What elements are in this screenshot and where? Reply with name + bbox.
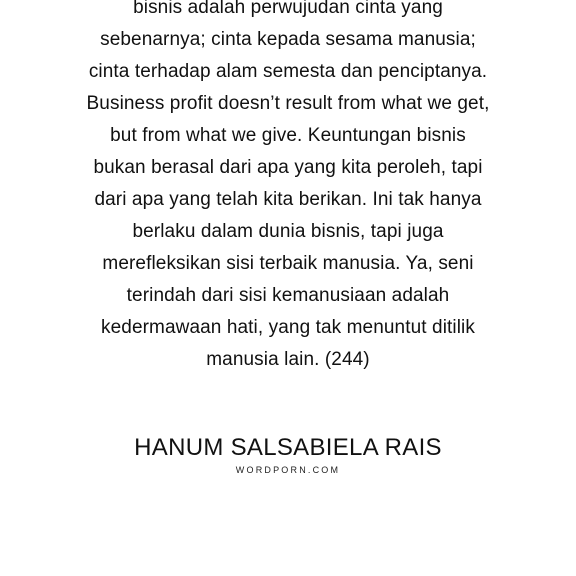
quote-line: Business profit doesn’t result from what we get, — [86, 93, 490, 114]
quote-line: dari apa yang telah kita berikan. Ini tak hanya — [94, 189, 482, 210]
quote-text — [40, 0, 536, 376]
author-name: HANUM SALSABIELA RAIS — [134, 434, 442, 461]
quote-line: kedermawaan hati, yang tak menuntut ditilik — [101, 317, 475, 338]
quote-line: berlaku dalam dunia bisnis, tapi juga — [132, 221, 444, 242]
quote-line: terindah dari sisi kemanusiaan adalah — [126, 285, 450, 306]
quote-line: bisnis adalah perwujudan cinta yang — [133, 0, 443, 18]
quote-line: but from what we give. Keuntungan bisnis — [110, 125, 466, 146]
site-credit: WORDPORN.COM — [235, 465, 341, 475]
quote-line: cinta terhadap alam semesta dan penciptanya. — [88, 61, 488, 82]
quote-line: bukan berasal dari apa yang kita peroleh, tapi — [93, 157, 483, 178]
quote-line: manusia lain. (244) — [206, 349, 370, 370]
quote-line: merefleksikan sisi terbaik manusia. Ya, seni — [102, 253, 474, 274]
quote-line: sebenarnya; cinta kepada sesama manusia; — [100, 29, 476, 50]
